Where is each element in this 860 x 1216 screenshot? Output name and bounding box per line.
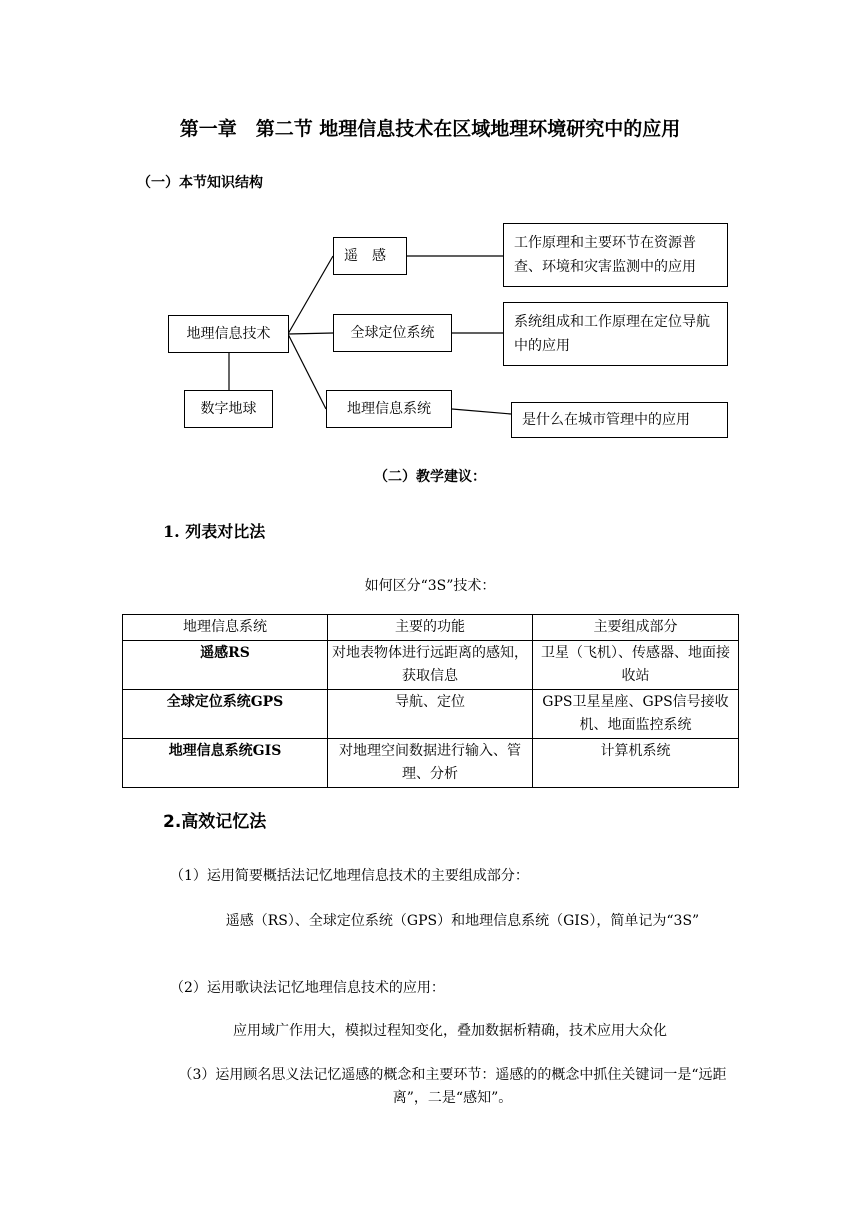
table-header-cell: 主要的功能: [328, 615, 533, 641]
table-row: [123, 641, 739, 690]
method1-heading: 1. 列表对比法: [163, 522, 266, 541]
memory-point-2-body: 应用域广作用大，模拟过程知变化，叠加数据析精确，技术应用大众化: [233, 1023, 667, 1039]
table-cell-function: 对地表物体进行远距离的感知，获取信息: [328, 641, 533, 690]
method2-heading: 2.高效记忆法: [163, 812, 267, 832]
table-cell-name: 全球定位系统GPS: [123, 690, 328, 739]
knowledge-structure-diagram: [0, 0, 860, 460]
comparison-table: [122, 614, 739, 788]
table-row: [123, 690, 739, 739]
node-remote-sensing: 遥 感: [333, 237, 407, 275]
connector-root-to-gis: [288, 334, 326, 409]
table-caption: 如何区分“3S”技术：: [364, 578, 496, 594]
table-cell-name: 地理信息系统GIS: [123, 739, 328, 788]
memory-point-1-body: 遥感（RS）、全球定位系统（GPS）和地理信息系统（GIS），简单记为“3S”: [225, 913, 700, 929]
connector-gis-to-desc: [452, 409, 511, 414]
section-heading-teaching-suggestions: （二）教学建议：: [374, 469, 486, 485]
table-header-cell: 主要组成部分: [533, 615, 739, 641]
memory-point-1: （1）运用简要概括法记忆地理信息技术的主要组成部分：: [170, 868, 529, 884]
node-geoinfo-tech: 地理信息技术: [168, 315, 289, 353]
node-gps: 全球定位系统: [333, 314, 452, 352]
table-cell-name: 遥感RS: [123, 641, 328, 690]
table-row: [123, 739, 739, 788]
desc-gis: 是什么在城市管理中的应用: [511, 402, 728, 438]
connector-root-to-rs: [288, 256, 333, 334]
desc-gps: 系统组成和工作原理在定位导航中的应用: [503, 302, 728, 366]
table-cell-function: 导航、定位: [328, 690, 533, 739]
memory-point-2: （2）运用歌诀法记忆地理信息技术的应用：: [170, 980, 445, 996]
node-gis: 地理信息系统: [326, 390, 452, 428]
connector-root-to-gps: [288, 333, 333, 334]
node-digital-earth: 数字地球: [184, 390, 273, 428]
page-title: 第一章 第二节 地理信息技术在区域地理环境研究中的应用: [179, 118, 681, 140]
table-cell-components: 卫星（飞机）、传感器、地面接收站: [533, 641, 739, 690]
table-cell-components: GPS卫星星座、GPS信号接收机、地面监控系统: [533, 690, 739, 739]
section-heading-knowledge-structure: （一）本节知识结构: [137, 175, 263, 191]
desc-remote-sensing: 工作原理和主要环节在资源普查、环境和灾害监测中的应用: [503, 223, 728, 287]
memory-point-3: （3）运用顾名思义法记忆遥感的概念和主要环节：遥感的的概念中抓住关键词一是“远距离”，二是“感知”。: [178, 1067, 727, 1106]
table-cell-components: 计算机系统: [533, 739, 739, 788]
table-header-row: [123, 615, 739, 641]
table-cell-function: 对地理空间数据进行输入、管理、分析: [328, 739, 533, 788]
table-header-cell: 地理信息系统: [123, 615, 328, 641]
